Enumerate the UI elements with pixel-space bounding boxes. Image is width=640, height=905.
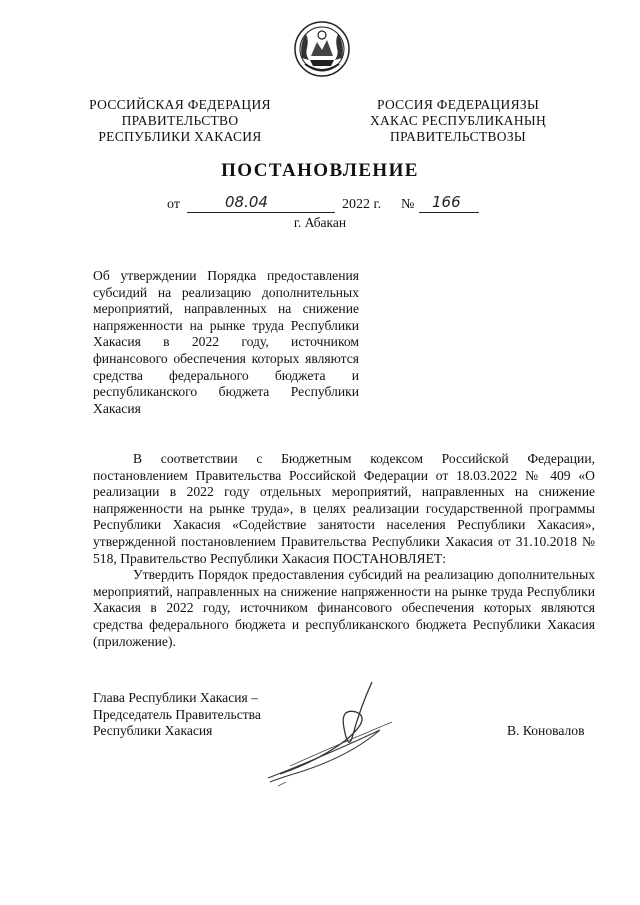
document-title: ПОСТАНОВЛЕНИЕ [221, 160, 419, 181]
year: 2022 г. [342, 197, 382, 212]
header-left-line: РЕСПУБЛИКИ ХАКАСИЯ [98, 129, 262, 144]
date-value: 08.04 [225, 193, 268, 211]
body-paragraph: Утвердить Порядок предоставления субсидий на реализацию дополнительных мероприятий, направленных на снижение напряженности на рынке труда Республики Хакасия в 2022 году, источником финансового обеспечения которых являются средства федерального бюджета и республиканского бюджета Республики Хакасия (приложение). [93, 567, 595, 649]
number-underline [419, 212, 479, 213]
signatory-position-line: Республики Хакасия [93, 723, 213, 739]
header-left [82, 97, 278, 145]
header-right-line: ПРАВИТЕЛЬСТВОЗЫ [390, 129, 526, 144]
body-paragraph: В соответствии с Бюджетным кодексом Российской Федерации, постановлением Правительства Российской Федерации от 18.03.2022 № 409 «О реализации в 2022 году отдельных мероприятий, направленных на снижение напряженности на рынке труда», в целях реализации государственной программы Республики Хакасия «Содействие занятости населения Республики Хакасия», утвержденной постановлением Правительства Республики Хакасия от 31.10.2018 № 518, Правительство Республики Хакасия ПОСТАНОВЛЯЕТ: [93, 451, 595, 566]
header-left-line: РОССИЙСКАЯ ФЕДЕРАЦИЯ [89, 97, 271, 112]
signatory-position-line: Председатель Правительства [93, 706, 261, 722]
date-prefix: от [167, 197, 180, 212]
number-label: № [401, 197, 415, 212]
signatory-position [93, 690, 261, 740]
handwritten-signature [260, 678, 400, 788]
subject-text: Об утверждении Порядка предоставления субсидий на реализацию дополнительных мероприятий, направленных на снижение напряженности на рынке труда Республики Хакасия в 2022 году, источником финансового обеспечения которых являются средства федерального бюджета и республиканского бюджета Республики Хакасия [93, 268, 359, 416]
signatory-name: В. Коновалов [507, 723, 585, 738]
body-text [93, 451, 595, 650]
city: г. Абакан [293, 215, 347, 230]
header-right-line: РОССИЯ ФЕДЕРАЦИЯЗЫ [376, 97, 540, 112]
number-value: 166 [432, 193, 461, 211]
header-right-line: ХАКАС РЕСПУБЛИКАНЫҢ [369, 113, 547, 128]
date-underline [187, 212, 335, 213]
header-left-line: ПРАВИТЕЛЬСТВО [121, 113, 239, 128]
signatory-position-line: Глава Республики Хакасия – [93, 690, 258, 705]
header-right [358, 97, 558, 145]
coat-of-arms-emblem [293, 20, 351, 78]
